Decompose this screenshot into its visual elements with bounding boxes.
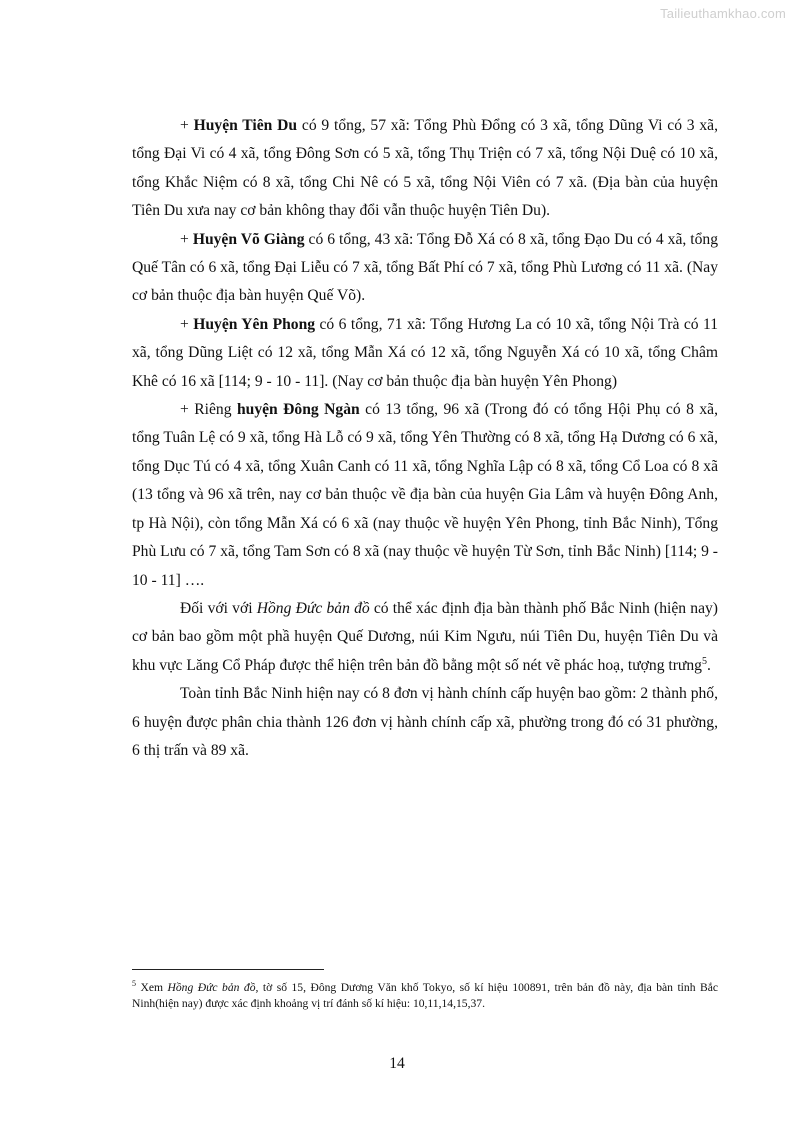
district-name: Huyện Yên Phong (193, 315, 316, 333)
paragraph-text: có 6 tổng, 71 xã: Tổng Hương La có 10 xã, tổng Nội Trà có 11 xã, tổng Dũng Liệt có 12 xã, tổng Mẫn Xá có 12 xã, tổng Nguyễn Xá có 10 xã, tổng Châm Khê có 16 xã [114; 9 - 10 - 11]. (Nay cơ bản thuộc địa bàn huyện Yên Phong) (132, 315, 718, 390)
footnote-reference: 5 (701, 655, 707, 667)
paragraph-text: có thể xác định địa bàn thành phố Bắc Ninh (hiện nay) cơ bản bao gồm một phầ huyện Quế Dương, núi Kim Ngưu, núi Tiên Du, huyện Tiên Du và khu vực Lăng Cổ Pháp được thể hiện trên bản đồ bằng một số nét vẽ phác hoạ, tượng trưng (132, 599, 718, 674)
footnote-map-title: Hồng Đức bản đồ, (167, 980, 259, 994)
watermark: Tailieuthamkhao.com (660, 6, 786, 21)
body-text (132, 112, 718, 765)
page-number: 14 (389, 1055, 405, 1072)
paragraph-prefix: + (180, 315, 194, 333)
paragraph-yen-phong (132, 311, 718, 396)
district-name: Huyện Tiên Du (193, 117, 298, 134)
footnote-mark: 5 (132, 979, 136, 988)
paragraph-hong-duc-map (132, 595, 718, 680)
paragraph-text: có 13 tổng, 96 xã (Trong đó có tổng Hội Phụ có 8 xã, tổng Tuân Lệ có 9 xã, tổng Hà Lỗ có 9 xã, tổng Yên Thường có 8 xã, tổng Hạ Dương có 6 xã, tổng Dục Tú có 4 xã, tổng Xuân Canh có 11 xã, tổng Nghĩa Lập có 8 xã, tổng Cổ Loa có 8 xã (13 tổng và 96 xã trên, nay cơ bản thuộc về địa bàn của huyện Gia Lâm và huyện Đông Anh, tp Hà Nội), còn tổng Mẫn Xá có 6 xã (nay thuộc về huyện Yên Phong, tỉnh Bắc Ninh), Tổng Phù Lưu có 7 xã, tổng Tam Sơn có 8 xã (nay thuộc về huyện Từ Sơn, tỉnh Bắc Ninh) [114; 9 - 10 - 11] …. (132, 401, 718, 589)
paragraph-province-summary (132, 680, 718, 765)
paragraph-tien-du (132, 112, 718, 226)
paragraph-dong-ngan (132, 396, 718, 595)
footnote-text: tờ số 15, Đông Dương Văn khố Tokyo, số kí hiệu 100891, trên bản đồ này, địa bàn tỉnh Bắc Ninh(hiện nay) được xác định khoảng vị trí đánh số kí hiệu: 10,11,14,15,37. (132, 980, 718, 1011)
paragraph-text: Toàn tỉnh Bắc Ninh hiện nay có 8 đơn vị hành chính cấp huyện bao gồm: 2 thành phố, 6 huyện được phân chia thành 126 đơn vị hành chính cấp xã, phường trong đó có 31 phường, 6 thị trấn và 89 xã. (132, 685, 718, 759)
footnote-divider (132, 969, 324, 970)
paragraph-prefix: + (180, 117, 194, 134)
footnote-prefix: Xem (136, 980, 168, 994)
map-title: Hồng Đức bản đồ (256, 599, 370, 617)
paragraph-prefix: Đối với với (180, 599, 257, 617)
district-name: huyện Đông Ngàn (236, 401, 360, 419)
paragraph-prefix: + (180, 230, 193, 248)
paragraph-text: có 6 tổng, 43 xã: Tổng Đỗ Xá có 8 xã, tổng Đạo Du có 4 xã, tổng Quế Tân có 6 xã, tổng Đại Liễu có 7 xã, tổng Bất Phí có 7 xã, tổng Phù Lương có 11 xã. (Nay cơ bản thuộc địa bàn huyện Quế Võ). (132, 230, 719, 305)
paragraph-end: . (706, 656, 711, 674)
district-name: Huyện Võ Giàng (192, 230, 305, 248)
paragraph-prefix: + Riêng (180, 401, 237, 419)
footnote (132, 976, 718, 1013)
paragraph-text: có 9 tổng, 57 xã: Tổng Phù Đổng có 3 xã, tổng Dũng Vi có 3 xã, tổng Đại Vi có 4 xã, tổng Đông Sơn có 5 xã, tổng Thụ Triện có 7 xã, tổng Nội Duệ có 10 xã, tổng Khắc Niệm có 8 xã, tổng Chi Nê có 5 xã, tổng Nội Viên có 7 xã. (Địa bàn của huyện Tiên Du xưa nay cơ bản không thay đổi vẫn thuộc huyện Tiên Du). (132, 117, 719, 220)
paragraph-vo-giang (132, 226, 718, 311)
